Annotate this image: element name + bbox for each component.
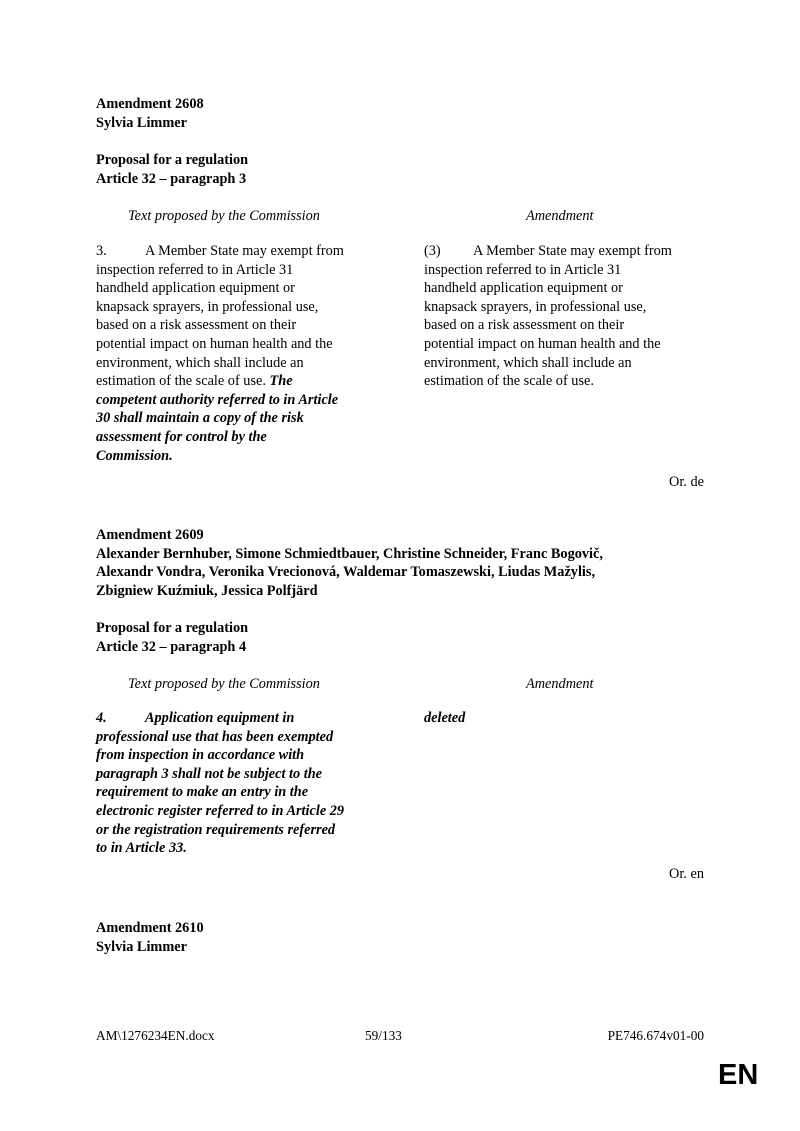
amendment-number: Amendment 2610 <box>96 920 204 936</box>
original-language: Or. de <box>669 474 704 490</box>
emphasized-text: Commission. <box>96 447 173 464</box>
text-line: inspection referred to in Article 31 <box>424 261 622 278</box>
text-line: estimation of the scale of use. <box>96 373 266 390</box>
amendment-number: Amendment 2609 <box>96 527 204 543</box>
text-line: A Member State may exempt from <box>145 243 344 259</box>
text-line: requirement to make an entry in the <box>96 784 309 801</box>
amendment-2608-reference <box>96 151 736 188</box>
amendment-author: Sylvia Limmer <box>96 114 187 131</box>
amendment-2609-reference <box>96 619 736 656</box>
paragraph-number: (3) <box>424 243 441 259</box>
text-line: professional use that has been exempted <box>96 728 334 745</box>
column-head-commission: Text proposed by the Commission <box>128 208 320 224</box>
emphasized-text: The <box>269 373 293 390</box>
text-line: paragraph 3 shall not be subject to the <box>96 765 322 782</box>
amendment-authors: Alexander Bernhuber, Simone Schmiedtbauer, Christine Schneider, Franc Bogovič, <box>96 545 603 562</box>
text-line: handheld application equipment or <box>96 280 295 297</box>
column-head-commission: Text proposed by the Commission <box>128 676 320 692</box>
text-line: knapsack sprayers, in professional use, <box>424 298 647 315</box>
text-line: inspection referred to in Article 31 <box>96 261 294 278</box>
amendment-authors: Alexandr Vondra, Veronika Vrecionová, Waldemar Tomaszewski, Liudas Mažylis, <box>96 564 596 581</box>
paragraph-number: 3. <box>96 243 107 259</box>
emphasized-text: assessment for control by the <box>96 428 267 445</box>
amendment-2610-header <box>96 919 736 956</box>
text-line: from inspection in accordance with <box>96 747 305 764</box>
footer-page-number: 59/133 <box>365 1028 402 1043</box>
amendment-text-2609: deleted <box>424 710 466 726</box>
text-line: based on a risk assessment on their <box>96 317 297 334</box>
column-head-amendment: Amendment <box>526 676 594 692</box>
text-line: estimation of the scale of use. <box>424 373 594 390</box>
amendment-2609-header <box>96 526 716 600</box>
emphasized-text: 30 shall maintain a copy of the risk <box>96 410 304 427</box>
text-line: potential impact on human health and the <box>424 335 661 352</box>
amendment-2608-header <box>96 95 736 132</box>
amendment-text-2608 <box>424 242 704 391</box>
text-line: or the registration requirements referred <box>96 821 336 838</box>
text-line: A Member State may exempt from <box>473 243 672 259</box>
text-line: electronic register referred to in Article 29 <box>96 802 345 819</box>
paragraph-number: 4. <box>96 710 107 726</box>
commission-text-2608 <box>96 242 376 465</box>
language-badge: EN <box>718 1059 759 1091</box>
text-line: to in Article 33. <box>96 840 187 857</box>
text-line: Application equipment in <box>145 710 295 726</box>
column-head-amendment: Amendment <box>526 208 594 224</box>
text-line: environment, which shall include an <box>424 354 632 371</box>
text-line: based on a risk assessment on their <box>424 317 625 334</box>
text-line: handheld application equipment or <box>424 280 623 297</box>
footer-file-name: AM\1276234EN.docx <box>96 1028 215 1043</box>
emphasized-text: competent authority referred to in Article <box>96 391 339 408</box>
proposal-title: Proposal for a regulation <box>96 620 249 636</box>
text-line: potential impact on human health and the <box>96 335 333 352</box>
proposal-title: Proposal for a regulation <box>96 152 249 168</box>
article-reference: Article 32 – paragraph 4 <box>96 638 247 655</box>
amendment-authors: Zbigniew Kuźmiuk, Jessica Polfjärd <box>96 582 318 599</box>
original-language: Or. en <box>669 866 704 882</box>
amendment-number: Amendment 2608 <box>96 96 204 112</box>
text-line: knapsack sprayers, in professional use, <box>96 298 319 315</box>
commission-text-2609 <box>96 709 376 858</box>
article-reference: Article 32 – paragraph 3 <box>96 170 247 187</box>
footer-document-reference: PE746.674v01-00 <box>607 1028 704 1043</box>
text-line: environment, which shall include an <box>96 354 304 371</box>
amendment-author: Sylvia Limmer <box>96 938 187 955</box>
